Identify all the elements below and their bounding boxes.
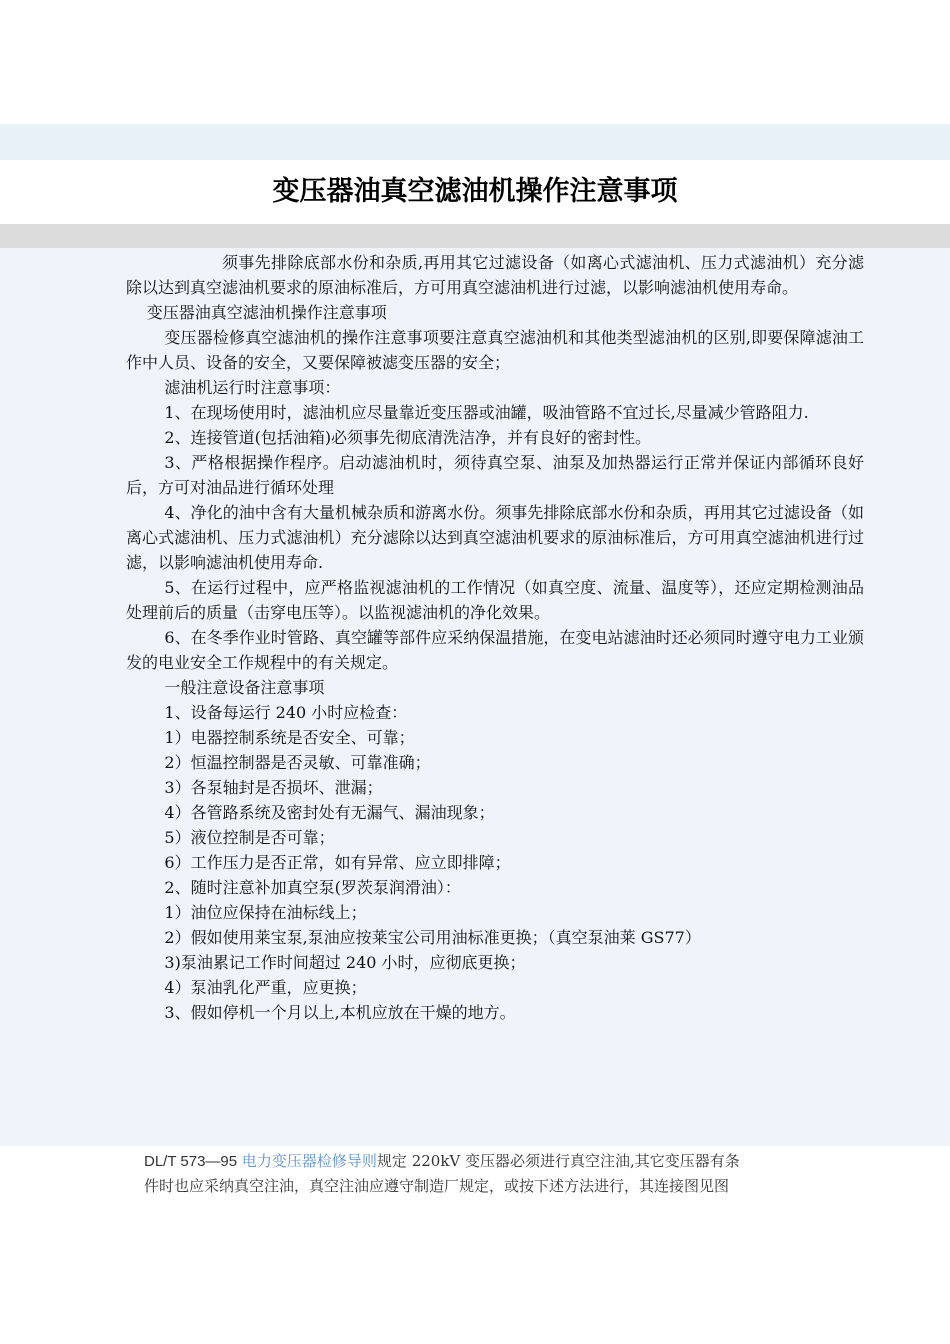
paragraph: 5、在运行过程中，应严格监视滤油机的工作情况（如真空度、流量、温度等），还应定期检测油品处理前后的质量（击穿电压等）。以监视滤油机的净化效果。 — [126, 578, 864, 622]
paragraph: 6、在冬季作业时管路、真空罐等部件应采纳保温措施，在变电站滤油时还必须同时遵守电力工业颁发的电业安全工作规程中的有关规定。 — [126, 628, 864, 672]
page-title: 变压器油真空滤油机操作注意事项 — [272, 176, 678, 207]
paragraph: 须事先排除底部水份和杂质,再用其它过滤设备（如离心式滤油机、压力式滤油机）充分滤除以达到真空滤油机要求的原油标准后，方可用真空滤油机进行过滤，以影响滤油机使用寿命。 — [126, 253, 864, 297]
footer-text — [144, 1149, 814, 1199]
section-heading: 变压器油真空滤油机操作注意事项 — [146, 303, 387, 322]
paragraph: 3）各泵轴封是否损坏、泄漏； — [164, 778, 383, 797]
paragraph: 2）恒温控制器是否灵敏、可靠准确； — [164, 753, 431, 772]
paragraph: 3、严格根据操作程序。启动滤油机时，须待真空泵、油泵及加热器运行正常并保证内部循环良好后，方可对油品进行循环处理 — [126, 453, 864, 497]
grey-divider-band — [0, 224, 950, 248]
footer-line-1 — [144, 1149, 814, 1174]
paragraph: 4）泵油乳化严重，应更换； — [164, 978, 367, 997]
paragraph: 2）假如使用莱宝泵,泵油应按莱宝公司用油标准更换；（真空泵油莱 GS77） — [164, 928, 701, 947]
footer-line-2: 件时也应采纳真空注油，真空注油应遵守制造厂规定，或按下述方法进行，其连接图见图 — [144, 1177, 730, 1195]
paragraph: 4）各管路系统及密封处有无漏气、漏油现象； — [164, 803, 495, 822]
paragraph: 6）工作压力是否正常，如有异常、应立即排障； — [164, 853, 511, 872]
paragraph: 2、随时注意补加真空泵(罗茨泵润滑油）： — [164, 878, 461, 897]
body-text — [126, 250, 864, 1025]
paragraph: 一般注意设备注意事项 — [164, 678, 325, 697]
paragraph: 5）液位控制是否可靠； — [164, 828, 335, 847]
top-band — [0, 124, 950, 160]
paragraph: 1、设备每运行 240 小时应检查： — [164, 703, 408, 722]
paragraph: 4、净化的油中含有大量机械杂质和游离水份。须事先排除底部水份和杂质，再用其它过滤设备（如离心式滤油机、压力式滤油机）充分滤除以达到真空滤油机要求的原油标准后，方可用真空滤油机进行过滤，以影响滤油机使用寿命. — [126, 503, 864, 572]
paragraph: 3)泵油累记工作时间超过 240 小时，应彻底更换； — [164, 953, 526, 972]
paragraph: 1）电器控制系统是否安全、可靠； — [164, 728, 415, 747]
paragraph: 滤油机运行时注意事项： — [164, 378, 341, 397]
paragraph: 3、假如停机一个月以上,本机应放在干燥的地方。 — [164, 1003, 516, 1022]
paragraph: 2、连接管道(包括油箱)必须事先彻底清洗洁净，并有良好的密封性。 — [164, 428, 652, 447]
footer-line-1-rest: 规定 220kV 变压器必须进行真空注油,其它变压器有条 — [376, 1152, 740, 1170]
paragraph: 变压器检修真空滤油机的操作注意事项要注意真空滤油机和其他类型滤油机的区别,即要保障滤油工作中人员、设备的安全，又要保障被滤变压器的安全； — [126, 328, 864, 372]
paragraph: 1）油位应保持在油标线上； — [164, 903, 367, 922]
standard-code: DL/T 573—95 — [144, 1153, 238, 1170]
paragraph: 1、在现场使用时，滤油机应尽量靠近变压器或油罐，吸油管路不宜过长,尽量减少管路阻力. — [164, 403, 809, 422]
standard-title-link[interactable]: 电力变压器检修导则 — [241, 1152, 377, 1170]
